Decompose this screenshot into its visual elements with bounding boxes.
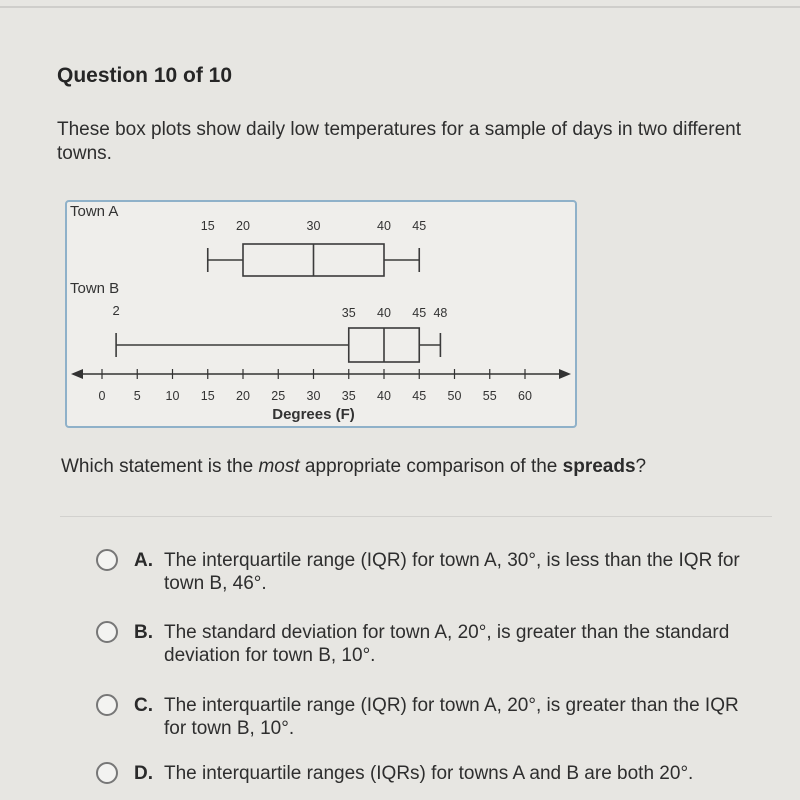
- option-text: The interquartile range (IQR) for town A, 30°, is less than the IQR for town B, 46°.: [164, 550, 740, 594]
- tick-label: 30: [306, 389, 321, 403]
- tick-label: 45: [412, 389, 427, 403]
- tick-label: 25: [271, 389, 286, 403]
- tick-label: 15: [200, 389, 215, 403]
- town-b-median-label: 40: [377, 306, 391, 320]
- option-text: The interquartile range (IQR) for town A, 20°, is greater than the IQR for town B, 10°.: [164, 695, 739, 739]
- question-text-end: ?: [635, 456, 647, 477]
- question-emphasis: most: [258, 456, 300, 477]
- option-letter: D.: [134, 763, 153, 784]
- options-divider: [60, 516, 772, 517]
- tick-label: 20: [236, 389, 250, 403]
- tick-label: 40: [377, 389, 391, 403]
- tick-label: 35: [341, 389, 356, 403]
- tick-label: 50: [447, 389, 462, 403]
- tick-label: 0: [98, 389, 106, 403]
- town-a-q1-label: 20: [236, 219, 250, 233]
- tick-label: 60: [518, 389, 532, 403]
- question-text-start: Which statement is the: [61, 456, 259, 477]
- town-a-q3-label: 40: [377, 219, 391, 233]
- option-text: The interquartile ranges (IQRs) for towns A and B are both 20°.: [164, 763, 694, 784]
- tick-label: 5: [133, 389, 141, 403]
- radio-button-d[interactable]: [96, 762, 118, 784]
- town-b-label: Town B: [70, 280, 120, 297]
- question-text-middle: appropriate comparison of the: [299, 456, 563, 477]
- town-a-median-label: 30: [306, 219, 321, 233]
- question-header: Question 10 of 10: [57, 64, 233, 87]
- town-b-q3-label: 45: [412, 306, 427, 320]
- question-text: [61, 456, 646, 478]
- town-a-min-label: 15: [200, 219, 215, 233]
- option-letter: A.: [134, 550, 153, 571]
- tick-label: 10: [165, 389, 180, 403]
- radio-button-b[interactable]: [96, 621, 118, 643]
- top-divider: [0, 6, 800, 8]
- town-b-min-label: 2: [112, 303, 120, 318]
- town-a-max-label: 45: [412, 219, 427, 233]
- radio-button-c[interactable]: [96, 694, 118, 716]
- town-b-q1-label: 35: [341, 306, 356, 320]
- x-axis-label: Degrees (F): [272, 406, 355, 423]
- box-plot-chart: [65, 200, 577, 428]
- town-a-label: Town A: [70, 203, 119, 220]
- number-line-right-arrow: [559, 369, 571, 379]
- radio-button-a[interactable]: [96, 549, 118, 571]
- question-prompt: These box plots show daily low temperatures for a sample of days in two different towns.: [57, 119, 741, 164]
- question-keyword: spreads: [562, 456, 636, 477]
- option-letter: B.: [134, 622, 153, 643]
- number-line-left-arrow: [71, 369, 83, 379]
- option-text: The standard deviation for town A, 20°, is greater than the standard deviation for town B, 10°.: [164, 622, 730, 666]
- option-letter: C.: [134, 695, 153, 716]
- tick-label: 55: [482, 389, 497, 403]
- town-b-max-label: 48: [433, 306, 448, 320]
